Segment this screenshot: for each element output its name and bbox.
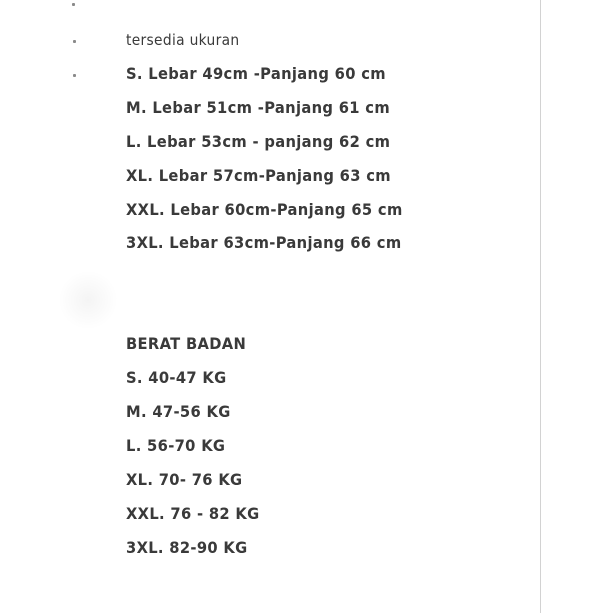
weight-item-xxl: XXL. 76 - 82 KG bbox=[126, 504, 260, 523]
scan-dot bbox=[73, 40, 76, 43]
weight-item-s: S. 40-47 KG bbox=[126, 368, 227, 387]
size-item-l: L. Lebar 53cm - panjang 62 cm bbox=[126, 132, 391, 151]
scan-dot bbox=[72, 3, 75, 6]
size-item-xl: XL. Lebar 57cm-Panjang 63 cm bbox=[126, 166, 391, 185]
size-item-m: M. Lebar 51cm -Panjang 61 cm bbox=[126, 98, 390, 117]
size-item-s: S. Lebar 49cm -Panjang 60 cm bbox=[126, 64, 386, 83]
weight-item-m: M. 47-56 KG bbox=[126, 402, 231, 421]
weight-item-3xl: 3XL. 82-90 KG bbox=[126, 538, 248, 557]
size-item-xxl: XXL. Lebar 60cm-Panjang 65 cm bbox=[126, 200, 403, 219]
weight-item-xl: XL. 70- 76 KG bbox=[126, 470, 243, 489]
size-item-3xl: 3XL. Lebar 63cm-Panjang 66 cm bbox=[126, 233, 402, 252]
weight-item-l: L. 56-70 KG bbox=[126, 436, 226, 455]
scan-dot bbox=[73, 74, 76, 77]
scan-smudge bbox=[58, 270, 118, 330]
page-edge-line bbox=[540, 0, 541, 613]
size-heading: tersedia ukuran bbox=[126, 31, 240, 49]
weight-heading: BERAT BADAN bbox=[126, 334, 247, 353]
